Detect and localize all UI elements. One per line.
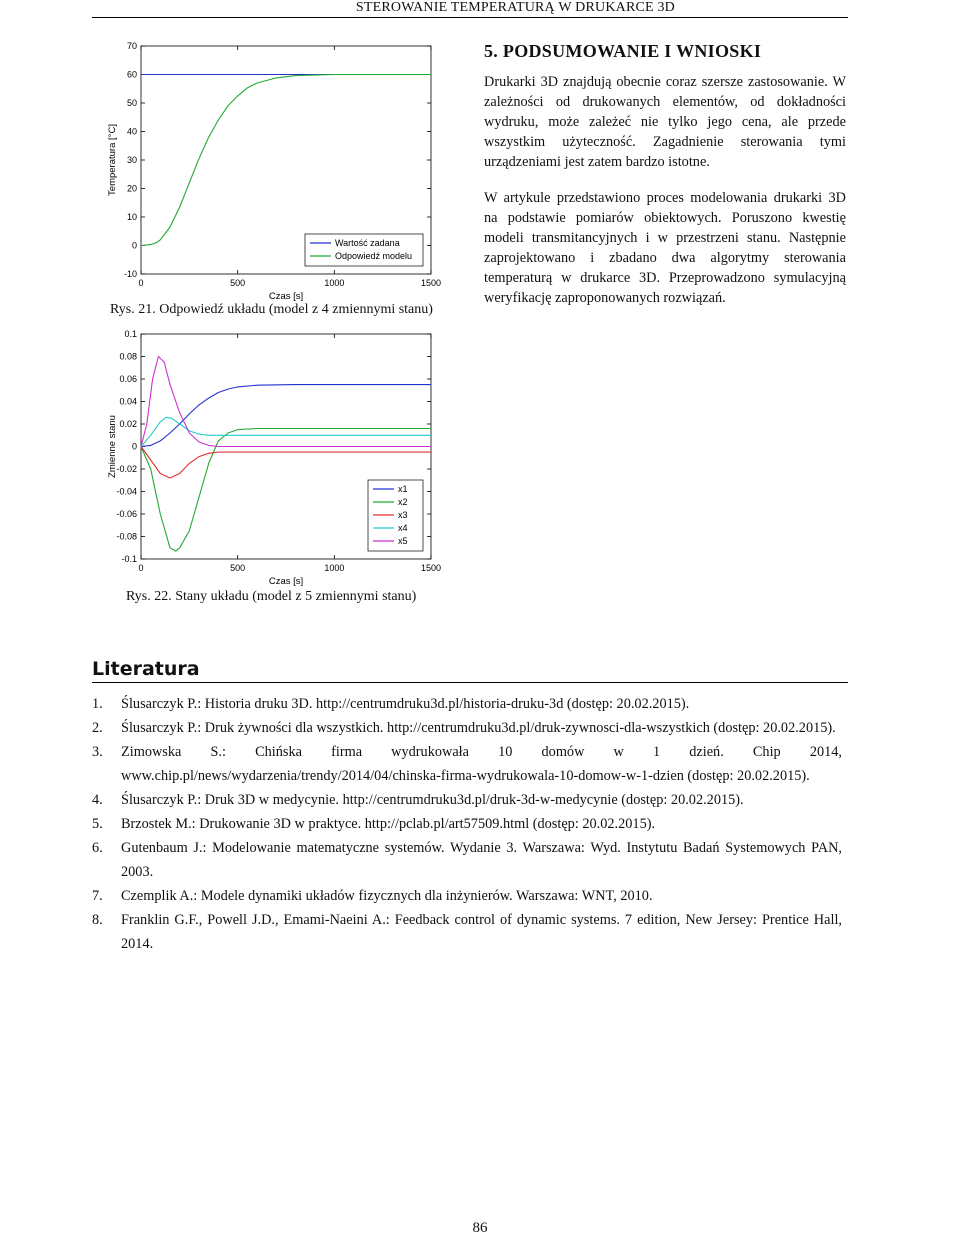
y-tick-label: 0 <box>131 441 137 452</box>
page-number: 86 <box>472 1220 488 1236</box>
literature-title: Literatura <box>92 658 200 680</box>
reference-text: Ślusarczyk P.: Druk żywności dla wszystkich. http://centrumdruku3d.pl/druk-zywnosci-dla-wszystkich (dostęp: 20.02.2015). <box>121 720 836 736</box>
y-tick-label: -0.08 <box>116 531 137 542</box>
legend-label: Odpowiedź modelu <box>335 251 413 261</box>
reference-number: 5. <box>92 816 103 832</box>
x-axis-label: Czas [s] <box>268 576 304 587</box>
figure-22-chart <box>100 324 445 590</box>
x-tick-label: 500 <box>230 278 246 288</box>
figure-22-caption: Rys. 22. Stany układu (model z 5 zmiennymi stanu) <box>126 589 417 604</box>
reference-item <box>92 740 842 788</box>
section-title: 5. PODSUMOWANIE I WNIOSKI <box>484 41 762 61</box>
y-axis-label: Temperatura [°C] <box>107 124 118 196</box>
figure-21-chart <box>100 36 445 302</box>
reference-number: 2. <box>92 720 103 736</box>
reference-text: Gutenbaum J.: Modelowanie matematyczne systemów. Wydanie 3. Warszawa: Wyd. Instytutu Badań Systemowych PAN, 2003. <box>121 840 842 880</box>
reference-text: Zimowska S.: Chińska firma wydrukowała 10 domów w 1 dzień. Chip 2014, www.chip.pl/news/wydarzenia/trendy/2014/04/chinska-firma-wydrukowala-10-domow-w-1-dzien (dostęp: 20.02.2015). <box>121 744 842 784</box>
reference-item <box>92 812 842 836</box>
reference-text: Brzostek M.: Drukowanie 3D w praktyce. http://pclab.pl/art57509.html (dostęp: 20.02.2015). <box>121 816 656 832</box>
reference-item <box>92 884 842 908</box>
running-header <box>0 0 960 18</box>
reference-text: Franklin G.F., Powell J.D., Emami-Naeini A.: Feedback control of dynamic systems. 7 edition, New Jersey: Prentice Hall, 2014. <box>121 912 842 952</box>
y-tick-label: 0 <box>131 240 137 251</box>
y-axis-label: Zmienne stanu <box>107 415 118 478</box>
y-tick-label: 60 <box>126 69 137 80</box>
y-tick-label: -0.1 <box>121 554 137 564</box>
y-tick-label: 0.04 <box>119 396 137 407</box>
x-tick-label: 1500 <box>420 563 442 573</box>
y-tick-label: 30 <box>126 155 137 165</box>
reference-item <box>92 788 842 812</box>
y-tick-label: 0.08 <box>119 351 137 362</box>
x-tick-label: 1000 <box>324 563 345 573</box>
y-tick-label: 0.1 <box>124 329 137 339</box>
legend-label: x4 <box>398 523 408 533</box>
legend-label: x3 <box>398 510 408 520</box>
x-tick-label: 0 <box>138 563 144 573</box>
reference-number: 6. <box>92 840 103 856</box>
y-tick-label: 50 <box>126 98 137 108</box>
y-tick-label: 20 <box>126 183 137 194</box>
y-tick-label: 10 <box>126 212 137 222</box>
reference-number: 1. <box>92 696 103 712</box>
reference-item <box>92 908 842 956</box>
y-tick-label: 0.06 <box>119 374 137 384</box>
paragraph-2: W artykule przedstawiono proces modelowania drukarki 3D na podstawie pomiarów obiektowych. Poruszono kwestię modeli transmitancyjnych i w przestrzeni stanu. Następnie zaprojektowano i zbadano dwa algorytmy sterowania temperaturą w drukarce 3D. Przeprowadzono symulacyjną weryfikację zaproponowanych rozwiązań. <box>484 190 846 306</box>
y-tick-label: 0.02 <box>119 419 137 429</box>
x-tick-label: 1500 <box>420 278 442 288</box>
reference-list <box>92 692 842 956</box>
running-title: STEROWANIE TEMPERATURĄ W DRUKARCE 3D <box>355 0 675 15</box>
reference-item <box>92 692 842 716</box>
reference-number: 7. <box>92 888 103 904</box>
y-tick-label: 40 <box>126 126 137 137</box>
y-tick-label: -10 <box>123 269 137 279</box>
reference-text: Czemplik A.: Modele dynamiki układów fizycznych dla inżynierów. Warszawa: WNT, 2010. <box>121 888 653 904</box>
reference-number: 4. <box>92 792 103 808</box>
y-tick-label: -0.04 <box>116 486 137 497</box>
reference-text: Ślusarczyk P.: Druk 3D w medycynie. http://centrumdruku3d.pl/druk-3d-w-medycynie (dostęp: 20.02.2015). <box>121 792 744 808</box>
legend-label: x2 <box>398 497 408 507</box>
legend-label: x1 <box>398 484 408 494</box>
reference-number: 8. <box>92 912 103 928</box>
x-tick-label: 1000 <box>324 278 345 288</box>
reference-item <box>92 716 842 740</box>
y-tick-label: -0.06 <box>116 509 137 519</box>
reference-text: Ślusarczyk P.: Historia druku 3D. http://centrumdruku3d.pl/historia-druku-3d (dostęp: 20.02.2015). <box>121 696 690 712</box>
header-rule <box>92 17 848 18</box>
legend-label: x5 <box>398 536 408 546</box>
legend-label: Wartość zadana <box>335 238 400 248</box>
x-tick-label: 500 <box>230 563 246 573</box>
y-tick-label: -0.02 <box>116 464 137 474</box>
literature-rule <box>92 682 848 683</box>
figure-21-caption: Rys. 21. Odpowiedź układu (model z 4 zmiennymi stanu) <box>110 302 433 317</box>
reference-number: 3. <box>92 744 103 760</box>
reference-item <box>92 836 842 884</box>
x-axis-label: Czas [s] <box>268 291 304 302</box>
x-tick-label: 0 <box>138 278 144 288</box>
paragraph-1: Drukarki 3D znajdują obecnie coraz szersze zastosowanie. W zależności od drukowanych elementów, od dokładności wydruku, może zależeć nie tylko jego cena, ale przede wszystkim użyteczność. Zagadnienie sterowania tymi urządzeniami jest zatem bardzo istotne. <box>484 74 846 170</box>
y-tick-label: 70 <box>126 41 137 51</box>
